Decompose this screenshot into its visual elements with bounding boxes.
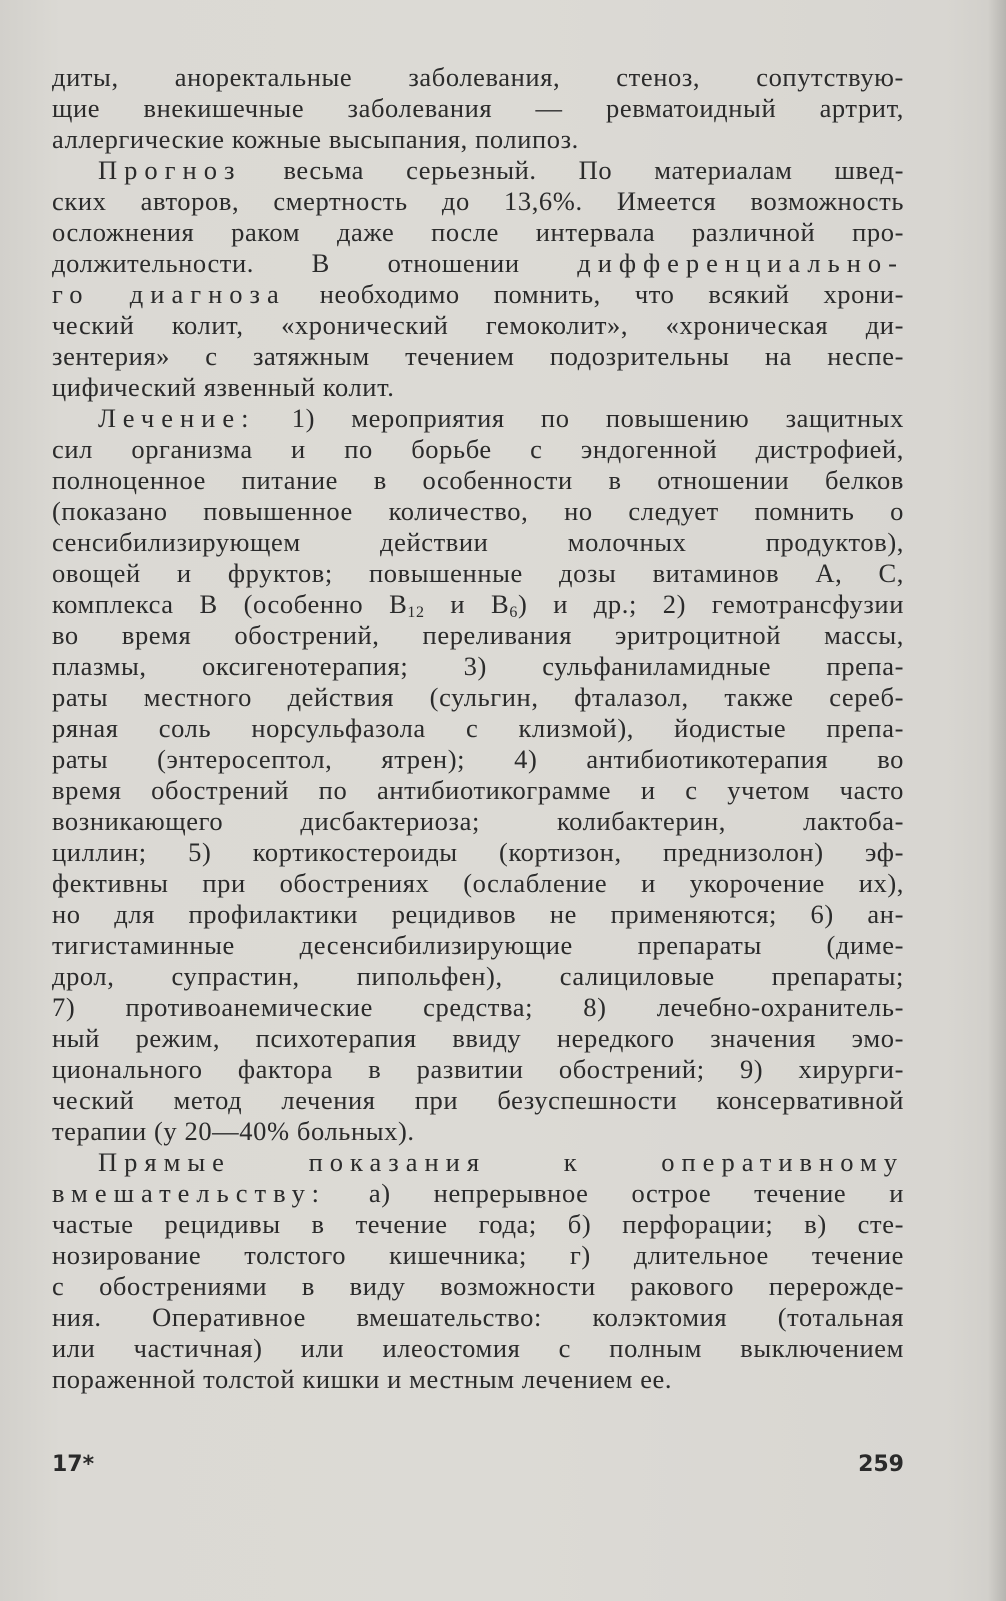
text-line: [52, 279, 904, 310]
text-run: 1) мероприятия по повышению защитных: [255, 403, 904, 433]
text-line: тигистаминные десенсибилизирующие препараты (диме-: [52, 930, 904, 960]
spaced-heading-intervention: вмешательству:: [52, 1178, 326, 1208]
text-line: ряная соль норсульфазола с клизмой), йодистые препа-: [52, 713, 904, 743]
text-line: сил организма и по борьбе с эндогенной дистрофией,: [52, 434, 904, 464]
spaced-heading-prognosis: Прогноз: [98, 155, 242, 185]
text-line: зентерия» с затяжным течением подозрительны на неспе-: [52, 341, 904, 371]
text-line: возникающего дисбактериоза; колибактерин, лактоба-: [52, 806, 904, 836]
text-line: цифический язвенный колит.: [52, 372, 395, 402]
text-line: раты местного действия (сульгин, фталазол, также сереб-: [52, 682, 904, 712]
text-line: [52, 248, 904, 279]
text-run: а) непрерывное острое течение и: [325, 1178, 904, 1208]
text-run: ) и др.; 2) гемотрансфузии: [517, 589, 904, 619]
text-line: ческий колит, «хронический гемоколит», «хроническая ди-: [52, 310, 904, 340]
text-line: осложнения раком даже после интервала различной про-: [52, 217, 904, 247]
subscript: 12: [407, 604, 425, 621]
text-line: 7) противоанемические средства; 8) лечебно-охранитель-: [52, 992, 904, 1022]
text-line: [52, 403, 904, 434]
text-line: дрол, супрастин, пипольфен), салициловые препараты;: [52, 961, 904, 991]
text-line: щие внекишечные заболевания — ревматоидный артрит,: [52, 93, 904, 123]
text-line: ционального фактора в развитии обострений; 9) хирурги-: [52, 1054, 904, 1084]
text-line: время обострений по антибиотикограмме и с учетом часто: [52, 775, 904, 805]
text-line: ческий метод лечения при безуспешности консервативной: [52, 1085, 904, 1115]
spaced-heading-indications: Прямые показания к оперативному: [98, 1147, 904, 1177]
text-line: но для профилактики рецидивов не применяются; 6) ан-: [52, 899, 904, 929]
text-line: ный режим, психотерапия ввиду нередкого значения эмо-: [52, 1023, 904, 1053]
text-line: циллин; 5) кортикостероиды (кортизон, преднизолон) эф-: [52, 837, 904, 867]
text-line: нозирование толстого кишечника; г) длительное течение: [52, 1240, 904, 1270]
paragraph-treatment: [52, 403, 904, 1147]
text-line: [52, 1178, 904, 1209]
text-line: [52, 1147, 904, 1178]
text-line: ния. Оперативное вмешательство: колэктомия (тотальная: [52, 1302, 904, 1332]
paragraph-surgical-indications: [52, 1147, 904, 1395]
page-edge-shadow: [988, 0, 1006, 1601]
text-line: сенсибилизирующем действии молочных продуктов),: [52, 527, 904, 557]
page-number: 259: [858, 1452, 904, 1477]
text-line: с обострениями в виду возможности ракового перерожде-: [52, 1271, 904, 1301]
text-line: во время обострений, переливания эритроцитной массы,: [52, 620, 904, 650]
text-line: аллергические кожные высыпания, полипоз.: [52, 124, 579, 154]
page-footer: [52, 1452, 904, 1486]
text-line: терапии (у 20—40% больных).: [52, 1116, 415, 1146]
text-line: частые рецидивы в течение года; б) перфорации; в) сте-: [52, 1209, 904, 1239]
text-line: пораженной толстой кишки и местным лечением ее.: [52, 1364, 673, 1394]
body-text: [52, 62, 904, 1395]
subscript: 6: [509, 604, 518, 621]
text-line: ских авторов, смертность до 13,6%. Имеется возможность: [52, 186, 904, 216]
text-line: (показано повышенное количество, но следует помнить о: [52, 496, 904, 526]
text-run: комплекса В (особенно В: [52, 589, 408, 619]
text-line: фективны при обострениях (ослабление и укорочение их),: [52, 868, 904, 898]
signature-mark: 17*: [52, 1452, 95, 1477]
text-line: [52, 155, 904, 186]
spaced-term-differential: дифференциально-: [577, 248, 904, 278]
text-line: полноценное питание в особенности в отношении белков: [52, 465, 904, 495]
text-run: необходимо помнить, что всякий хрони-: [285, 279, 904, 309]
text-line: плазмы, оксигенотерапия; 3) сульфаниламидные препа-: [52, 651, 904, 681]
spaced-heading-treatment: Лечение:: [98, 403, 256, 433]
text-run: весьма серьезный. По материалам швед-: [241, 155, 904, 185]
text-line: диты, аноректальные заболевания, стеноз, сопутствую-: [52, 62, 904, 92]
paragraph-continuation: [52, 62, 904, 155]
spaced-term-diagnosis: го диагноза: [52, 279, 286, 309]
text-run: должительности. В отношении: [52, 248, 578, 278]
text-line: или частичная) или илеостомия с полным выключением: [52, 1333, 904, 1363]
paragraph-prognosis: [52, 155, 904, 403]
text-line: [52, 589, 904, 620]
text-line: раты (энтеросептол, ятрен); 4) антибиотикотерапия во: [52, 744, 904, 774]
text-run: и В: [424, 589, 510, 619]
text-line: овощей и фруктов; повышенные дозы витаминов А, С,: [52, 558, 904, 588]
